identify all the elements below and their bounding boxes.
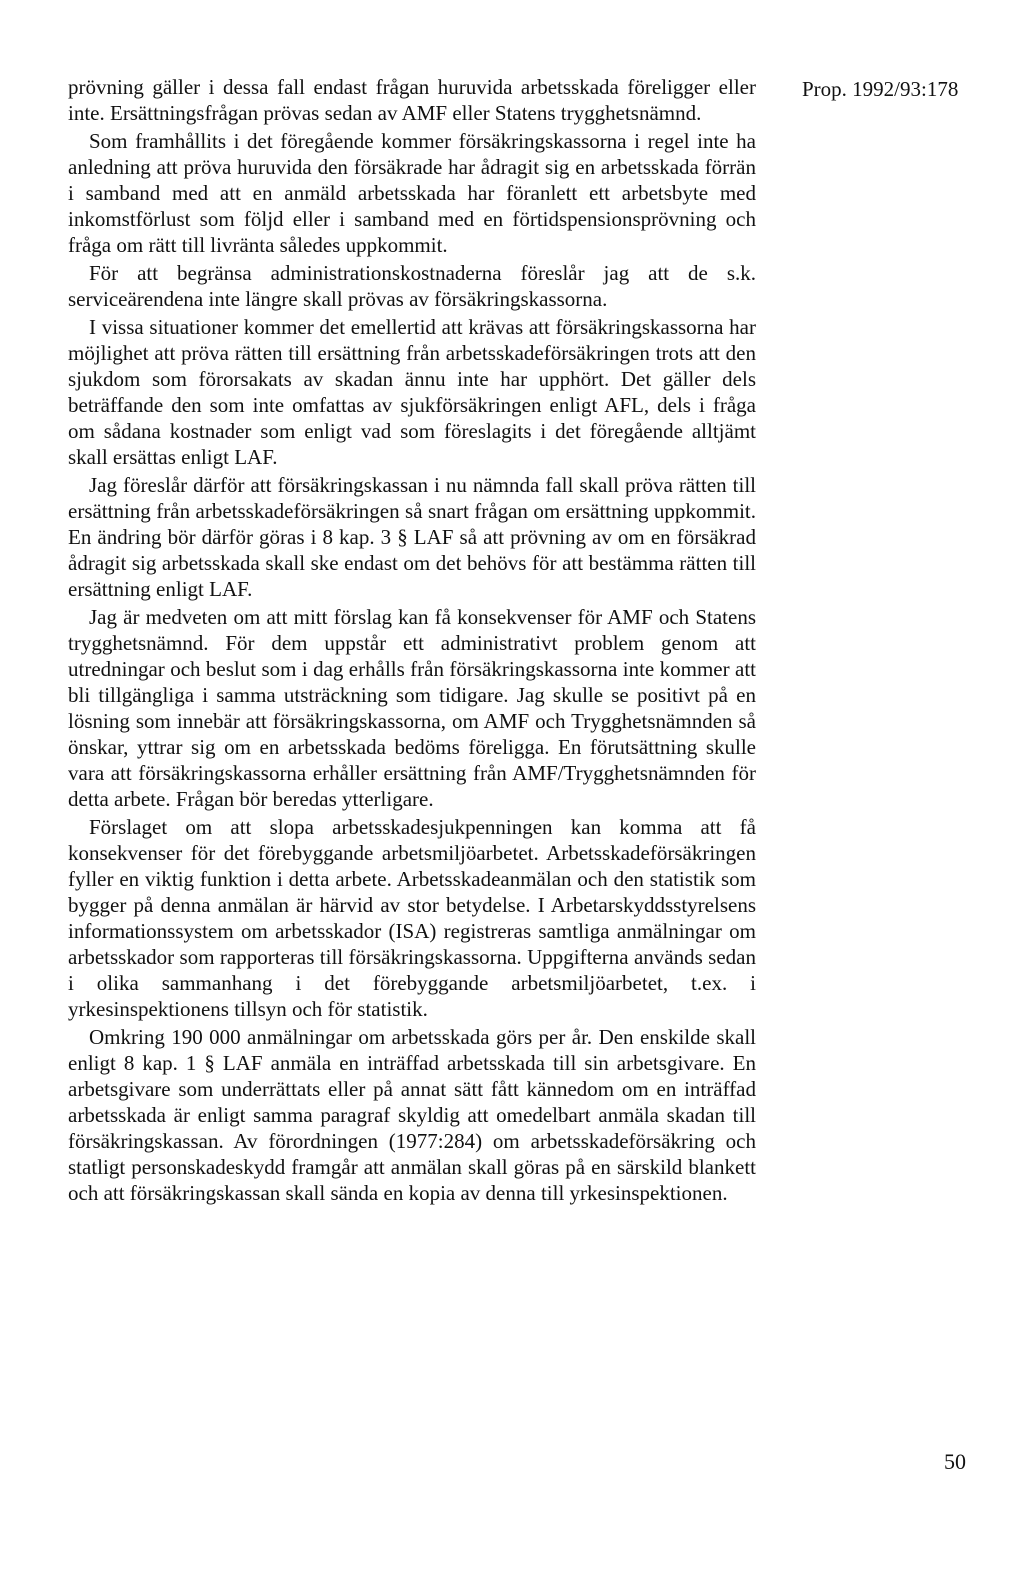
- paragraph: Jag föreslår därför att försäkringskassan i nu nämnda fall skall pröva rätten till ersättning från arbetsskadeförsäkringen så snart frågan om ersättning uppkommit. En ändring bör därför göras i 8 kap. 3 § LAF så att prövning av om en försäkrad ådragit sig arbetsskada skall ske endast om det behövs för att bestämma rätten till ersättning enligt LAF.: [68, 473, 756, 601]
- paragraph: För att begränsa administrationskostnaderna föreslår jag att de s.k. serviceärendena inte längre skall prövas av försäkringskassorna.: [68, 261, 756, 311]
- paragraph: Jag är medveten om att mitt förslag kan få konsekvenser för AMF och Statens trygghetsnämnd. För dem uppstår ett administrativt problem genom att utredningar och beslut som i dag erhålls från försäkringskassorna inte kommer att bli tillgängliga i samma utsträckning som tidigare. Jag skulle se positivt på en lösning som innebär att försäkringskassorna, om AMF och Trygghetsnämnden så önskar, yttrar sig om en arbetsskada bedöms föreligga. En förutsättning skulle vara att försäkringskassorna erhåller ersättning från AMF/Trygghetsnämnden för detta arbete. Frågan bör beredas ytterligare.: [68, 605, 756, 811]
- paragraph: Omkring 190 000 anmälningar om arbetsskada görs per år. Den enskilde skall enligt 8 kap. 1 § LAF anmäla en inträffad arbetsskada till sin arbetsgivare. En arbetsgivare som underrättats eller på annat sätt fått kännedom om en inträffad arbetsskada är enligt samma paragraf skyldig att omedelbart anmäla skadan till försäkringskassan. Av förordningen (1977:284) om arbetsskadeförsäkring och statligt personskadeskydd framgår att anmälan skall göras på en särskild blankett och att försäkringskassan skall sända en kopia av denna till yrkesinspektionen.: [68, 1025, 756, 1205]
- paragraph: Som framhållits i det föregående kommer försäkringskassorna i regel inte ha anledning att pröva huruvida den försäkrade har ådragit sig en arbetsskada förrän i samband med att en anmäld arbetsskada har föranlett ett arbetsbyte med inkomstförlust som följd eller i samband med en förtidspensionsprövning och fråga om rätt till livränta således uppkommit.: [68, 129, 756, 257]
- body-text: [68, 74, 756, 1208]
- page-number: 50: [944, 1449, 966, 1474]
- proposition-reference: Prop. 1992/93:178: [802, 77, 959, 101]
- paragraph: I vissa situationer kommer det emellertid att krävas att försäkringskassorna har möjlighet att pröva rätten till ersättning från arbetsskadeförsäkringen trots att den sjukdom som förorsakats av skadan ännu inte har upphört. Det gäller dels beträffande den som inte omfattas av sjukförsäkringen enligt AFL, dels i fråga om sådana kostnader som enligt vad som föreslagits i det föregående alltjämt skall ersättas enligt LAF.: [68, 315, 756, 469]
- paragraph: Förslaget om att slopa arbetsskadesjukpenningen kan komma att få konsekvenser för det förebyggande arbetsmiljöarbetet. Arbetsskadeförsäkringen fyller en viktig funktion i detta arbete. Arbetsskadeanmälan och den statistik som bygger på denna anmälan är härvid av stor betydelse. I Arbetarskyddsstyrelsens informationssystem om arbetsskador (ISA) registreras samtliga anmälningar om arbetsskador som rapporteras till försäkringskassorna. Uppgifterna används sedan i olika sammanhang i det förebyggande arbetsmiljöarbetet, t.ex. i yrkesinspektionens tillsyn och för statistik.: [68, 815, 756, 1021]
- paragraph: prövning gäller i dessa fall endast frågan huruvida arbetsskada föreligger eller inte. Ersättningsfrågan prövas sedan av AMF eller Statens trygghetsnämnd.: [68, 75, 756, 125]
